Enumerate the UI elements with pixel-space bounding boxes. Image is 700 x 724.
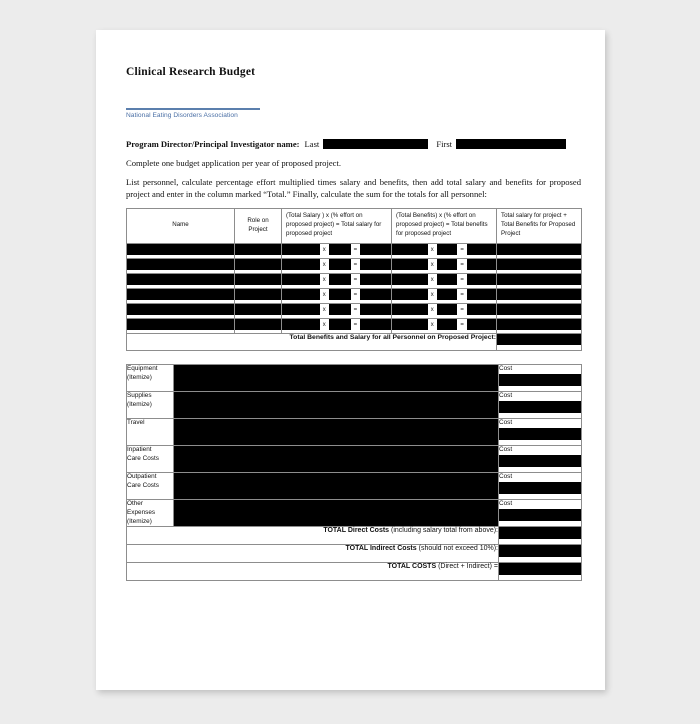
multiply-operator: x [322,291,326,298]
person-grand-total-field[interactable] [497,274,581,285]
last-name-field[interactable] [323,139,428,149]
person-grand-total-field[interactable] [497,244,581,255]
expense-cost-field[interactable] [499,401,581,413]
expense-row [127,392,582,419]
salary-percent-field[interactable] [329,244,351,255]
salary-base-field[interactable] [282,304,320,315]
equals-operator: = [353,321,358,328]
equals-operator: = [353,261,358,268]
expense-row [127,365,582,392]
benefits-base-field[interactable] [392,289,428,300]
equals-operator: = [353,246,358,253]
grand-total-label-strong: TOTAL Indirect Costs [345,545,417,553]
expense-row [127,419,582,446]
grand-total-label: TOTAL Direct Costs (including salary total from above): [127,527,499,545]
person-role-field[interactable] [235,259,281,270]
expense-detail-field[interactable] [174,419,498,445]
cost-label: Cost [499,392,513,400]
person-role-cell[interactable] [235,289,282,304]
salary-percent-field[interactable] [329,289,351,300]
expense-detail-field[interactable] [174,365,498,391]
person-role-field[interactable] [235,244,281,255]
person-name-cell[interactable] [127,259,235,274]
grand-total-field[interactable] [499,527,581,539]
salary-percent-field[interactable] [329,274,351,285]
person-grand-total-cell[interactable] [497,304,582,319]
benefits-percent-field[interactable] [437,274,458,285]
person-grand-total-field[interactable] [497,259,581,270]
salary-calc-cell[interactable] [282,259,392,274]
benefits-calc-cell[interactable] [392,319,497,334]
grand-total-row [127,545,582,563]
benefits-percent-field[interactable] [437,244,458,255]
organization-logo [126,108,260,119]
grand-total-label: TOTAL Indirect Costs (should not exceed 10%): [127,545,499,563]
page-title: Clinical Research Budget [126,66,256,78]
cost-label: Cost [499,365,513,373]
person-role-field[interactable] [235,274,281,285]
expense-detail-field[interactable] [174,446,498,472]
person-role-cell[interactable] [235,259,282,274]
grand-total-value-cell[interactable] [499,527,582,545]
person-role-cell[interactable] [235,319,282,334]
benefits-calc-cell[interactable] [392,259,497,274]
person-role-field[interactable] [235,304,281,315]
benefits-calc-cell[interactable] [392,244,497,259]
benefits-percent-field[interactable] [437,304,458,315]
person-role-field[interactable] [235,289,281,300]
logo-rule [126,108,260,110]
personnel-body [127,244,582,334]
salary-percent-field[interactable] [329,259,351,270]
multiply-operator: x [322,261,326,268]
document-page [96,30,605,690]
table-row [127,259,582,274]
table-row [127,319,582,334]
multiply-operator: x [322,306,326,313]
expense-category-label: Outpatient Care Costs [127,473,174,500]
multiply-operator: x [430,321,434,328]
salary-calc-cell[interactable] [282,304,392,319]
grand-total-label: TOTAL COSTS (Direct + Indirect) = [127,563,499,581]
expense-cost-cell[interactable] [499,446,582,473]
salary-base-field[interactable] [282,319,320,330]
personnel-table [126,208,582,351]
equals-operator: = [460,321,464,328]
personnel-totals-label: Total Benefits and Salary for all Personnel on Proposed Project: [127,334,497,351]
benefits-base-field[interactable] [392,244,428,255]
person-name-cell[interactable] [127,244,235,259]
person-grand-total-field[interactable] [497,319,581,330]
person-name-cell[interactable] [127,274,235,289]
benefits-calc-cell[interactable] [392,289,497,304]
table-row [127,304,582,319]
person-name-field[interactable] [127,319,234,330]
benefits-base-field[interactable] [392,259,428,270]
multiply-operator: x [430,291,434,298]
person-role-field[interactable] [235,319,281,330]
expense-cost-field[interactable] [499,428,581,440]
benefits-percent-field[interactable] [437,259,458,270]
salary-calc-cell[interactable] [282,244,392,259]
instruction-line-2: List personnel, calculate percentage effort multiplied times salary and benefits, then add total salary and benefits for proposed project and enter in the column marked “Total.” Finally, calculate the sum for the totals for all personnel: [126,177,581,199]
expense-detail-cell[interactable] [174,446,499,473]
equals-operator: = [353,291,358,298]
person-name-cell[interactable] [127,319,235,334]
person-grand-total-cell[interactable] [497,274,582,289]
grand-total-value-cell[interactable] [499,545,582,563]
salary-total-field[interactable] [360,259,391,270]
pi-name-row [126,139,581,149]
expense-cost-cell[interactable] [499,473,582,500]
document-content [126,66,581,581]
salary-base-field[interactable] [282,289,320,300]
benefits-base-field[interactable] [392,274,428,285]
benefits-calc-cell[interactable] [392,274,497,289]
person-name-cell[interactable] [127,304,235,319]
grand-total-field[interactable] [499,563,581,575]
cost-label: Cost [499,473,513,481]
equals-operator: = [460,291,464,298]
multiply-operator: x [430,246,434,253]
organization-name: National Eating Disorders Association [126,111,238,119]
benefits-total-field[interactable] [467,304,496,315]
person-role-cell[interactable] [235,274,282,289]
expense-cost-cell[interactable] [499,419,582,446]
table-row [127,274,582,289]
salary-base-field[interactable] [282,274,320,285]
benefits-base-field[interactable] [392,319,428,330]
salary-total-field[interactable] [360,304,391,315]
person-name-field[interactable] [127,304,234,315]
salary-base-field[interactable] [282,244,320,255]
column-header-name: Name [127,209,235,244]
benefits-calc-cell[interactable] [392,304,497,319]
person-role-cell[interactable] [235,244,282,259]
salary-percent-field[interactable] [329,319,351,330]
expense-category-label: Supplies (Itemize) [127,392,174,419]
multiply-operator: x [322,276,326,283]
expense-table [126,364,582,581]
last-name-label: Last [304,138,320,149]
cost-label: Cost [499,446,513,454]
expense-detail-cell[interactable] [174,500,499,527]
benefits-total-field[interactable] [467,274,496,285]
expense-row [127,500,582,527]
column-header-total: Total salary for project + Total Benefits for Proposed Project [497,209,582,244]
table-row [127,244,582,259]
expense-cost-field[interactable] [499,374,581,386]
multiply-operator: x [430,276,434,283]
person-name-field[interactable] [127,259,234,270]
person-name-cell[interactable] [127,289,235,304]
grand-total-row [127,527,582,545]
cost-label: Cost [499,500,513,508]
multiply-operator: x [430,306,434,313]
expense-detail-cell[interactable] [174,473,499,500]
column-header-benefits: (Total Benefits) x (% effort on proposed project) = Total benefits for proposed project [392,209,497,244]
first-name-label: First [436,138,453,149]
benefits-total-field[interactable] [467,259,496,270]
personnel-totals-value-cell[interactable] [497,334,582,351]
salary-base-field[interactable] [282,259,320,270]
salary-total-field[interactable] [360,274,391,285]
expense-grand-totals [127,527,582,581]
multiply-operator: x [322,246,326,253]
pi-name-label: Program Director/Principal Investigator name: [126,138,300,149]
expense-detail-field[interactable] [174,392,498,418]
expense-cost-cell[interactable] [499,500,582,527]
benefits-total-field[interactable] [467,244,496,255]
benefits-total-field[interactable] [467,289,496,300]
person-grand-total-field[interactable] [497,304,581,315]
grand-total-row [127,563,582,581]
first-name-field[interactable] [456,139,566,149]
table-row [127,289,582,304]
person-name-field[interactable] [127,244,234,255]
equals-operator: = [460,246,464,253]
expense-row [127,446,582,473]
person-name-field[interactable] [127,274,234,285]
expense-category-label: Other Expenses (Itemize) [127,500,174,527]
expense-detail-cell[interactable] [174,419,499,446]
salary-calc-cell[interactable] [282,274,392,289]
person-role-cell[interactable] [235,304,282,319]
equals-operator: = [460,261,464,268]
column-header-role: Role on Project [235,209,282,244]
expense-cost-cell[interactable] [499,392,582,419]
expense-detail-cell[interactable] [174,392,499,419]
expense-cost-field[interactable] [499,455,581,467]
salary-calc-cell[interactable] [282,289,392,304]
person-grand-total-cell[interactable] [497,244,582,259]
expense-category-label: Inpatient Care Costs [127,446,174,473]
person-grand-total-field[interactable] [497,289,581,300]
salary-total-field[interactable] [360,289,391,300]
expense-row [127,473,582,500]
expense-cost-field[interactable] [499,482,581,494]
person-grand-total-cell[interactable] [497,289,582,304]
grand-total-label-strong: TOTAL COSTS [387,563,437,571]
personnel-totals-row [127,334,582,351]
salary-total-field[interactable] [360,244,391,255]
expense-detail-field[interactable] [174,473,498,499]
expense-cost-field[interactable] [499,509,581,521]
instruction-line-1: Complete one budget application per year of proposed project. [126,157,342,168]
benefits-percent-field[interactable] [437,319,458,330]
person-grand-total-cell[interactable] [497,259,582,274]
expense-body [127,365,582,527]
expense-detail-field[interactable] [174,500,498,526]
expense-category-label: Equipment (Itemize) [127,365,174,392]
salary-calc-cell[interactable] [282,319,392,334]
grand-total-field[interactable] [499,545,581,557]
personnel-header-row [127,209,582,244]
multiply-operator: x [322,321,326,328]
expense-cost-cell[interactable] [499,365,582,392]
equals-operator: = [353,306,358,313]
personnel-totals-field[interactable] [497,334,581,345]
benefits-percent-field[interactable] [437,289,458,300]
expense-category-label: Travel [127,419,174,446]
benefits-total-field[interactable] [467,319,496,330]
person-grand-total-cell[interactable] [497,319,582,334]
grand-total-label-strong: TOTAL Direct Costs [323,527,390,535]
cost-label: Cost [499,419,513,427]
benefits-base-field[interactable] [392,304,428,315]
person-name-field[interactable] [127,289,234,300]
expense-detail-cell[interactable] [174,365,499,392]
column-header-salary: (Total Salary ) x (% effort on proposed project) = Total salary for proposed project [282,209,392,244]
equals-operator: = [353,276,358,283]
grand-total-value-cell[interactable] [499,563,582,581]
equals-operator: = [460,306,464,313]
salary-total-field[interactable] [360,319,391,330]
multiply-operator: x [430,261,434,268]
salary-percent-field[interactable] [329,304,351,315]
equals-operator: = [460,276,464,283]
